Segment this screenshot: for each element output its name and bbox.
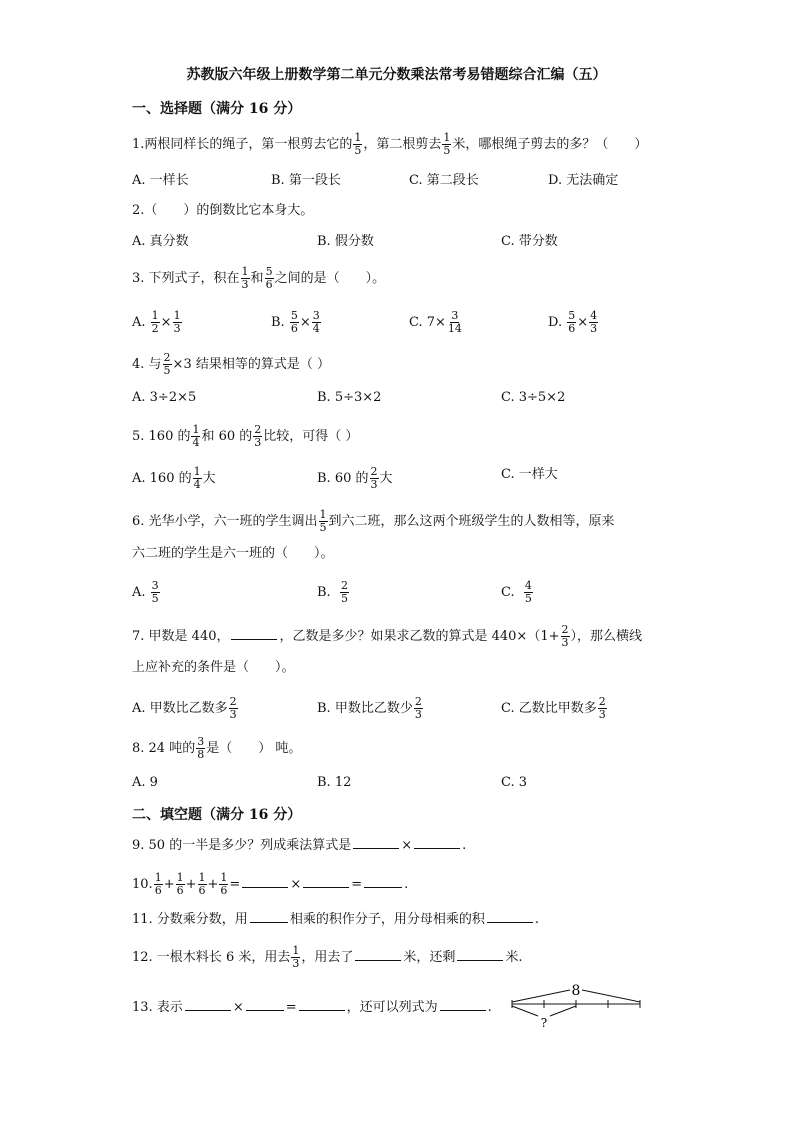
answer-blank[interactable]	[299, 998, 345, 1011]
q1-option-a[interactable]: A. 一样长	[132, 173, 189, 188]
q4-option-c[interactable]: C. 3÷5×2	[501, 390, 566, 405]
question-8: 8. 24 吨的 $\frac{3}{8}$ 是（ ） 吨。	[132, 735, 302, 761]
segment-diagram	[508, 980, 644, 1032]
question-7-line2: 上应补充的条件是（ ）。	[132, 660, 295, 675]
fraction: $\frac{1}{6}$	[154, 871, 162, 897]
question-13: 13. 表示 × = ，还可以列式为 .	[132, 1000, 492, 1015]
q2-option-b[interactable]: B. 假分数	[317, 234, 374, 249]
fraction: $\frac{3}{5}$	[151, 579, 159, 605]
fraction: $\frac{2}{3}$	[254, 423, 262, 449]
question-6-line2: 六二班的学生是六一班的（ ）。	[132, 546, 334, 561]
fraction: $\frac{3}{14}$	[447, 309, 462, 335]
fraction: $\frac{1}{6}$	[176, 871, 184, 897]
fraction: $\frac{2}{5}$	[163, 351, 171, 377]
answer-blank[interactable]	[355, 948, 401, 961]
fraction: $\frac{2}{5}$	[340, 579, 348, 605]
q2-option-c[interactable]: C. 带分数	[501, 234, 558, 249]
fraction: $\frac{1}{2}$	[151, 309, 159, 335]
answer-blank[interactable]	[246, 998, 284, 1011]
fraction: $\frac{5}{6}$	[290, 309, 298, 335]
answer-blank[interactable]	[353, 836, 399, 849]
fraction: $\frac{2}{3}$	[229, 695, 237, 721]
q3-option-a[interactable]: A. $\frac{1}{2}$ × $\frac{1}{3}$	[132, 309, 181, 335]
q8-option-b[interactable]: B. 12	[317, 775, 352, 790]
q3-option-b[interactable]: B. $\frac{5}{6}$ × $\frac{3}{4}$	[271, 309, 320, 335]
fraction: $\frac{2}{3}$	[414, 695, 422, 721]
q1-option-b[interactable]: B. 第一段长	[271, 173, 341, 188]
question-6: 6. 光华小学，六一班的学生调出 $\frac{1}{5}$ 到六二班，那么这两个班级学生的人数相等，原来	[132, 508, 615, 534]
fraction: $\frac{1}{5}$	[354, 131, 362, 157]
answer-blank[interactable]	[440, 998, 486, 1011]
fraction: $\frac{2}{3}$	[370, 465, 378, 491]
q1-option-c[interactable]: C. 第二段长	[409, 173, 479, 188]
q3-option-c[interactable]: C. 7× $\frac{3}{14}$	[409, 309, 462, 335]
fraction: $\frac{1}{6}$	[220, 871, 228, 897]
q4-option-b[interactable]: B. 5÷3×2	[317, 390, 382, 405]
answer-blank[interactable]	[457, 948, 503, 961]
section-choice-heading: 一、选择题（满分 16 分）	[132, 101, 302, 117]
question-3: 3. 下列式子，积在 $\frac{1}{3}$ 和 $\frac{5}{6}$ 之间的是（ ）。	[132, 265, 386, 291]
q4-option-a[interactable]: A. 3÷2×5	[132, 390, 197, 405]
fraction: $\frac{1}{3}$	[241, 265, 249, 291]
fraction: $\frac{1}{4}$	[192, 423, 200, 449]
fraction: $\frac{4}{3}$	[590, 309, 598, 335]
q7-option-a[interactable]: A. 甲数比乙数多 $\frac{2}{3}$	[132, 695, 237, 721]
q8-option-a[interactable]: A. 9	[132, 775, 158, 790]
question-11: 11. 分数乘分数，用 相乘的积作分子，用分母相乘的积 .	[132, 912, 539, 927]
answer-blank[interactable]	[242, 875, 288, 888]
q5-option-a[interactable]: A. 160 的 $\frac{1}{4}$ 大	[132, 465, 216, 491]
question-1: 1.两根同样长的绳子，第一根剪去它的 $\frac{1}{5}$ ，第二根剪去 $\frac{1}{5}$ 米，哪根绳子剪去的多？（ ）	[132, 131, 648, 157]
fraction: $\frac{3}{8}$	[197, 735, 205, 761]
fraction: $\frac{1}{5}$	[443, 131, 451, 157]
answer-blank[interactable]	[250, 910, 288, 923]
q5-option-c[interactable]: C. 一样大	[501, 467, 558, 482]
fraction: $\frac{5}{6}$	[265, 265, 273, 291]
q5-option-b[interactable]: B. 60 的 $\frac{2}{3}$ 大	[317, 465, 393, 491]
q3-option-d[interactable]: D. $\frac{5}{6}$ × $\frac{4}{3}$	[548, 309, 598, 335]
question-12: 12. 一根木料长 6 米，用去 $\frac{1}{3}$ ，用去了 米，还剩 米.	[132, 944, 523, 970]
section-fill-heading: 二、填空题（满分 16 分）	[132, 807, 302, 823]
question-4: 4. 与 $\frac{2}{5}$ ×3 结果相等的算式是（ ）	[132, 351, 330, 377]
question-2: 2.（ ）的倒数比它本身大。	[132, 203, 314, 218]
question-9: 9. 50 的一半是多少？列成乘法算式是 × .	[132, 838, 467, 853]
fraction: $\frac{1}{5}$	[319, 508, 327, 534]
q1-option-d[interactable]: D. 无法确定	[548, 173, 619, 188]
page-title: 苏教版六年级上册数学第二单元分数乘法常考易错题综合汇编（五）	[186, 67, 607, 83]
fraction: $\frac{2}{3}$	[561, 623, 569, 649]
fraction: $\frac{4}{5}$	[524, 579, 532, 605]
question-5: 5. 160 的 $\frac{1}{4}$ 和 60 的 $\frac{2}{3}$ 比较，可得（ ）	[132, 423, 359, 449]
q6-option-c[interactable]: C. $\frac{4}{5}$	[501, 579, 532, 605]
fraction: $\frac{2}{3}$	[598, 695, 606, 721]
answer-blank[interactable]	[303, 875, 349, 888]
q8-option-c[interactable]: C. 3	[501, 775, 528, 790]
answer-blank[interactable]	[414, 836, 460, 849]
q2-option-a[interactable]: A. 真分数	[132, 234, 189, 249]
answer-blank[interactable]	[185, 998, 231, 1011]
question-10: 10. $\frac{1}{6}$ + $\frac{1}{6}$ + $\frac{1}{6}$ + $\frac{1}{6}$ = × = .	[132, 871, 409, 897]
fraction: $\frac{3}{4}$	[312, 309, 320, 335]
fraction: $\frac{5}{6}$	[568, 309, 576, 335]
answer-blank[interactable]	[231, 627, 277, 640]
fraction: $\frac{1}{3}$	[292, 944, 300, 970]
diagram-total-label: 8	[571, 983, 581, 999]
fraction: $\frac{1}{6}$	[198, 871, 206, 897]
fraction: $\frac{1}{4}$	[193, 465, 201, 491]
answer-blank[interactable]	[487, 910, 533, 923]
q6-option-a[interactable]: A. $\frac{3}{5}$	[132, 579, 159, 605]
q6-option-b[interactable]: B. $\frac{2}{5}$	[317, 579, 348, 605]
diagram-unknown-label: ?	[540, 1016, 548, 1030]
question-7: 7. 甲数是 440， ，乙数是多少？如果求乙数的算式是 440×（1+ $\frac{2}{3}$ ），那么横线	[132, 623, 643, 649]
answer-blank[interactable]	[364, 875, 402, 888]
q7-option-c[interactable]: C. 乙数比甲数多 $\frac{2}{3}$	[501, 695, 606, 721]
fraction: $\frac{1}{3}$	[173, 309, 181, 335]
q7-option-b[interactable]: B. 甲数比乙数少 $\frac{2}{3}$	[317, 695, 422, 721]
